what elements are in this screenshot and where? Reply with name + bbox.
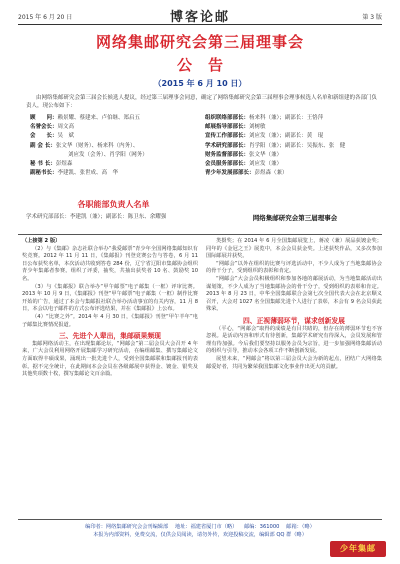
officer-list-left: [30, 114, 200, 178]
article-column-left: [22, 238, 198, 379]
officer-role: 名誉会长：: [30, 124, 58, 131]
officer-role: 秘 书 长：: [30, 161, 56, 168]
article-paragraph: “网邮会”大会会员积极组织和参加各地的邮展活动，为当地集邮活动出谋划策，不少人成为了当地集邮协会的骨干分子，受到组织的表彰和肯定。2013 年 8 月 23 日，中华全国集邮联合会第七次全国代表大会在北京顺义召开，大会对 1027 名全国集邮先进个人进行了表彰，本会有 9 名会员获此殊荣。: [206, 275, 382, 313]
header-brand: 博客论邮: [169, 10, 230, 25]
officer-names: 彭煜森（兼）: [254, 170, 288, 177]
announcement-date: （2015 年 6 月 10 日）: [153, 79, 247, 88]
header-edition: 第 3 版: [362, 14, 382, 21]
officer-role: 副 会 长：: [30, 142, 56, 149]
officer-names: 刘应发（兼）: [249, 161, 283, 168]
officer-names: 周文高: [57, 124, 75, 131]
article-paragraph: 集邮网络活动主，在出现集邮论坛，“网邮会”第二届会员大会召开 4 年来，广大会员利用网络开展集邮学习研究活动，在编组邮集、撰写集邮论文方面取得丰硕成果，涌现出一批先进个人，受到全国集邮联和集邮报刊的表彰。据不完全统计，在此期间本会会员在各级邮展中获得金、镀金、银奖及其他奖项数十枚，撰写集邮论文百余篇。: [22, 340, 198, 378]
officer-role: 组织联络部部长：: [205, 115, 250, 121]
footer: [0, 523, 400, 539]
announcement-title: 网络集邮研究会第三届理事会: [95, 33, 304, 51]
officer-row: [205, 114, 380, 123]
officer-row: [30, 132, 200, 141]
officer-row: [30, 169, 200, 178]
article-paragraph: （4）“比赛之外”。2014 年 4 月 30 日，《集邮报》刊登“甲午羊年”电子邮集比赛情况报道。: [22, 313, 198, 328]
header-rule: [18, 24, 382, 25]
officer-list-right: [205, 114, 380, 178]
officer-row: [205, 151, 380, 160]
stamp-logo: 少年集邮: [330, 541, 386, 557]
officer-role: 财务监督部部长：: [205, 151, 250, 158]
officer-role: 会员服务部部长：: [205, 161, 250, 168]
header-date: 2015 年 6 月 20 日: [18, 14, 73, 21]
section-heading: 三、先进个人辈出，集邮硕果频现: [59, 332, 161, 341]
officer-role: 学术研究部部长：: [205, 142, 250, 149]
officer-names: 杨来科（兼）；副部长：王恪萍: [249, 115, 324, 121]
article-column-right: [206, 238, 382, 371]
officer-names: 赖景耀、蔡建来、卢伯继、郑启五: [57, 115, 141, 121]
article-paragraph: （3）与《集邮报》联合举办“甲午邮票”电子邮集（一框）评审比赛。2013 年 10 月 9 日，《集邮报》刊登“甲午邮票”电子邮集（一框）制作比赛开始的广告，通过了本会与集邮报社联合举办活动事宜的有关内容，11 月 8 日，本会以电子邮件的方式公布评选结果，并在《集邮报》上公布。: [22, 283, 198, 313]
officer-role: 邮展指导部部长：: [205, 124, 250, 131]
officer-role: 副秘书长：: [30, 170, 58, 177]
officer-row: [30, 151, 200, 160]
footer-rule: [18, 519, 382, 520]
officer-names: 李建凯、张世成、高 华: [57, 170, 119, 177]
officer-row: [205, 142, 380, 151]
officer-row: [30, 160, 200, 169]
article-paragraph: （上接第 2 版）: [22, 238, 61, 244]
officer-names: 张文华（财务）、杨来科（内务）、: [55, 142, 139, 149]
section-heading: 四、正视薄弱环节，谋求创新发展: [243, 316, 345, 325]
officer-row: [30, 142, 200, 151]
officer-names: 彭煜森: [55, 161, 73, 168]
officer-role: 会 长：: [30, 133, 58, 140]
officer-row: [205, 123, 380, 132]
footer-line: 本报为内部资料，免费交流，仅供会员阅读，请勿外传，欢迎投稿交流，编辑部 QQ 群（略）: [93, 532, 307, 538]
officer-role: 青少年发展部部长：: [205, 170, 255, 177]
officer-row: [205, 160, 380, 169]
officer-names: 吴 斌: [57, 133, 75, 140]
announcement-subtitle: 公告: [176, 56, 239, 74]
officer-names: 肖学阳（兼）；副部长：吴振东、张 健: [249, 142, 346, 149]
departments-heading: 各职能部负责人名单: [77, 200, 150, 209]
announcement-intro: 由网络集邮研究会第三届会长候选人提议，经过第三届理事会同意，确定了网络集邮研究会第三届理事会理事候选人名单和新组建的各部门负责人，现公布如下：: [26, 95, 378, 109]
officer-role: 宣传工作部部长：: [205, 133, 250, 140]
officer-names: 刘应发（会务）、肖学阳（网务）: [68, 151, 148, 158]
article-paragraph: 展望未来，“网邮会”将以第三届会员大会为新的起点，团结广大网络集邮爱好者，共同为繁荣我国集邮文化事业作出更大的贡献。: [206, 355, 382, 370]
article-paragraph: 类摄奖；在 2014 年 6 月全国集邮展览上，蒋凌（兼）展品获镀金奖；同年的《金冠之王》展览中，本会会员获金奖。上述获奖作品，又多次参加国际邮展并获奖。: [206, 238, 382, 260]
officer-role: 顾 问：: [30, 115, 58, 121]
section-divider: [18, 234, 382, 235]
officer-names: 张文华（兼）: [249, 151, 283, 158]
footer-line: 编印者：网络集邮研究会会刊编辑部 地址：福建省厦门市（略） 邮编：361000 邮箱：（略）: [85, 524, 315, 530]
article-paragraph: （平心，“网邮会”取得的成绩是有目共睹的，但存在的薄弱环节也不容忽视。是活动内容和形式有待创新，集邮学术研究有待深入，会员发展和管理有待加强。今后我们要坚持以服务会员为宗旨，进一步加强网络集邮活动的组织与引导，推动本会各项工作不断创新发展。: [206, 325, 382, 355]
officer-row: [30, 114, 200, 123]
officer-names: 刘树敏: [249, 124, 266, 131]
officer-row: [205, 132, 380, 141]
article-paragraph: “网邮会”以外在组织的比赛与评选活动中，不少人成为了当地集邮协会的骨干分子，受到组织的表彰和肯定。: [206, 260, 382, 275]
departments-line: 学术研究部部长：李建凯（兼）；副部长：陈卫东、余耀强: [26, 214, 167, 220]
officer-row: [205, 169, 380, 178]
officer-row: [30, 123, 200, 132]
officer-names: 刘应发（兼）；副部长：黄 琨: [249, 133, 324, 140]
article-paragraph: （2）与《集邮》杂志社联合举办“我爱邮票”青少年全国网络集邮知识有奖竞赛。2012 年 11 月 11 日，《集邮报》刊登竞赛公告与答卷，6 月 11 日公布获奖名单，本次活动共收到答卷 284 份，辽宁省辽阳市集邮协会组织青少年集邮者参赛。组织了评委，抽奖，共抽出获奖者 10 名、鼓励奖 10 名。: [22, 245, 198, 282]
council-signature: 网络集邮研究会第三届理事会: [252, 214, 338, 222]
